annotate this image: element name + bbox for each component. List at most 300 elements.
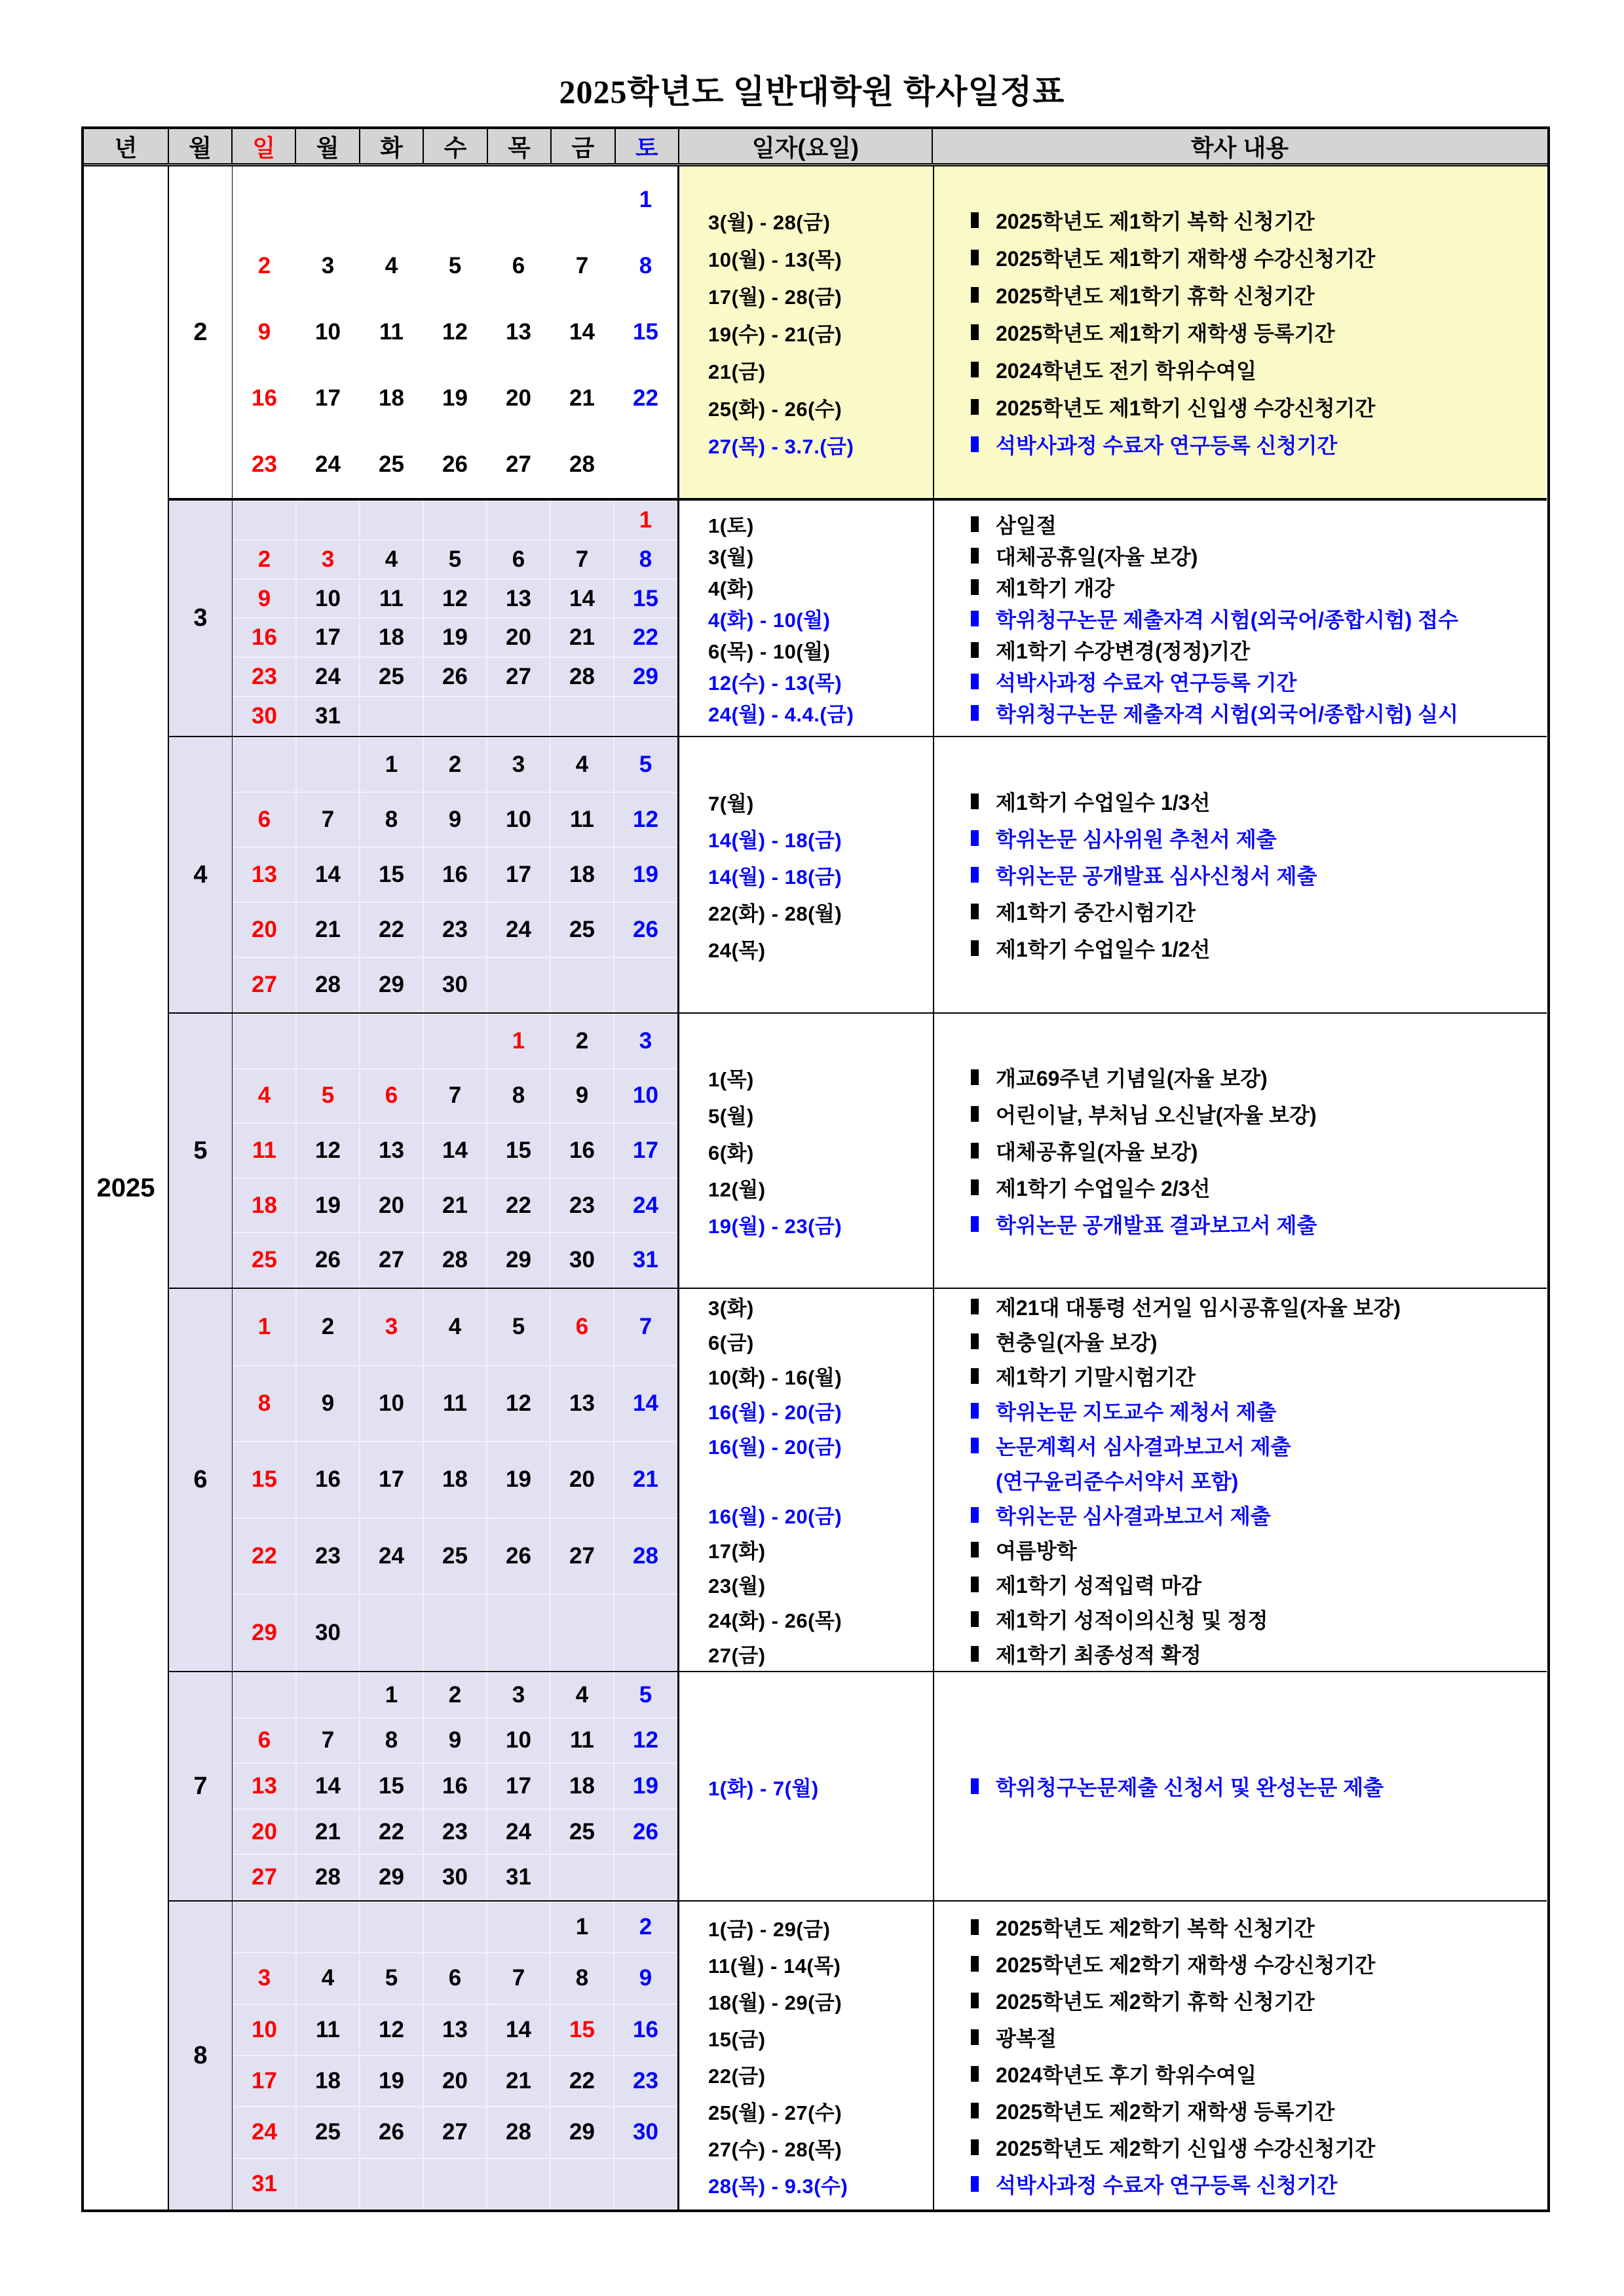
day-6-1: 1: [233, 1289, 296, 1366]
day-5-18: 18: [233, 1178, 296, 1233]
event-text: 석박사과정 수료자 연구등록 신청기간: [996, 2173, 1338, 2197]
event-text: 학위논문 공개발표 심사신청서 제출: [996, 864, 1317, 888]
event-row: [679, 314, 1547, 351]
day-5-6: 6: [360, 1069, 423, 1124]
day-empty: [550, 697, 614, 736]
day-8-24: 24: [233, 2107, 296, 2158]
day-empty: [296, 1672, 360, 1718]
event-date: 17(화): [708, 1540, 766, 1563]
event-content: [933, 666, 1547, 697]
day-empty: [423, 1594, 487, 1671]
day-4-30: 30: [423, 957, 487, 1012]
events-month-5: [679, 1014, 1547, 1289]
day-7-2: 2: [423, 1672, 487, 1718]
day-5-25: 25: [233, 1233, 296, 1288]
day-7-1: 1: [360, 1672, 423, 1718]
bullet-square-icon: [971, 1368, 979, 1384]
day-6-28: 28: [614, 1518, 677, 1595]
day-empty: [550, 957, 614, 1012]
day-4-23: 23: [423, 902, 487, 957]
event-content: [933, 392, 1547, 422]
event-text: 제1학기 기말시험기간: [996, 1365, 1196, 1389]
day-empty: [487, 1902, 550, 1953]
event-content: [933, 1535, 1547, 1565]
day-7-22: 22: [360, 1809, 423, 1855]
day-empty: [360, 166, 423, 233]
event-text: 2024학년도 후기 학위수여일: [996, 2063, 1257, 2087]
day-empty: [550, 2158, 614, 2210]
event-row: [679, 571, 1547, 603]
event-text: 제1학기 수업일수 1/3선: [996, 791, 1211, 814]
day-empty: [614, 432, 677, 498]
day-4-28: 28: [296, 957, 360, 1012]
event-date: 3(화): [708, 1297, 754, 1320]
event-date: 19(수) - 21(금): [708, 322, 842, 346]
day-6-18: 18: [423, 1442, 487, 1518]
day-4-27: 27: [233, 957, 296, 1012]
event-row: [679, 389, 1547, 426]
event-row: [679, 1059, 1547, 1096]
event-row: [679, 351, 1547, 389]
day-8-22: 22: [550, 2056, 614, 2107]
day-8-25: 25: [296, 2107, 360, 2158]
day-6-24: 24: [360, 1518, 423, 1595]
event-row: [679, 634, 1547, 666]
day-5-5: 5: [296, 1069, 360, 1124]
event-content: [933, 1136, 1547, 1166]
event-row: [679, 603, 1547, 634]
events-month-8: [679, 1902, 1547, 2210]
event-content: [933, 823, 1547, 853]
day-empty: [614, 1594, 677, 1671]
day-empty: [614, 1854, 677, 1900]
day-5-8: 8: [487, 1069, 550, 1124]
day-empty: [423, 166, 487, 233]
event-text: 제1학기 수강변경(정정)기간: [996, 639, 1251, 663]
event-text: 대체공휴일(자율 보강): [996, 545, 1198, 569]
bullet-square-icon: [971, 1069, 979, 1085]
event-row: [679, 783, 1547, 820]
day-empty: [614, 957, 677, 1012]
event-text: 2025학년도 제1학기 신입생 수강신청기간: [996, 396, 1376, 420]
bullet-square-icon: [971, 250, 979, 265]
day-empty: [296, 1014, 360, 1069]
day-2-2: 2: [257, 252, 271, 278]
day-8-4: 4: [296, 1953, 360, 2004]
day-3-31: 31: [296, 697, 360, 736]
day-2-20: 20: [506, 385, 531, 411]
day-7-9: 9: [423, 1718, 487, 1764]
day-3-12: 12: [423, 579, 487, 619]
event-content: [933, 603, 1547, 634]
day-6-2: 2: [296, 1289, 360, 1366]
header-cell-sat: 토: [616, 129, 679, 163]
event-date: 22(화) - 28(월): [708, 902, 842, 925]
day-3-30: 30: [233, 697, 296, 736]
events-month-2: [679, 166, 1547, 501]
event-content: [933, 2095, 1547, 2126]
event-row: [679, 1358, 1547, 1393]
month-label-8: 8: [169, 1902, 233, 2210]
day-2-5: 5: [448, 252, 462, 278]
event-text: 2024학년도 전기 학위수여일: [996, 359, 1257, 383]
bullet-square-icon: [971, 674, 979, 689]
bullet-square-icon: [971, 2066, 979, 2082]
day-4-24: 24: [487, 902, 550, 957]
event-content: [933, 1062, 1547, 1092]
header-cell-fri: 금: [552, 129, 615, 163]
event-row: [679, 1909, 1547, 1945]
day-3-23: 23: [233, 657, 296, 697]
event-date: 28(목) - 9.3(수): [708, 2174, 848, 2198]
day-6-30: 30: [296, 1594, 360, 1671]
day-4-11: 11: [550, 792, 614, 847]
bullet-square-icon: [971, 642, 979, 658]
day-empty: [487, 2158, 550, 2210]
day-8-23: 23: [614, 2056, 677, 2107]
events-month-4: [679, 737, 1547, 1014]
day-3-14: 14: [550, 579, 614, 619]
day-7-6: 6: [233, 1718, 296, 1764]
day-8-31: 31: [233, 2158, 296, 2210]
day-4-14: 14: [296, 847, 360, 902]
event-date: 6(금): [708, 1331, 754, 1354]
day-7-21: 21: [296, 1809, 360, 1855]
day-3-24: 24: [296, 657, 360, 697]
table-body: [84, 166, 1547, 2210]
event-content: [933, 354, 1547, 385]
day-5-22: 22: [487, 1178, 550, 1233]
event-row: [679, 1096, 1547, 1132]
event-row: [679, 202, 1547, 239]
event-date: 12(수) - 13(목): [708, 672, 842, 695]
day-4-1: 1: [360, 737, 423, 792]
day-empty: [550, 1594, 614, 1671]
day-3-22: 22: [614, 618, 677, 657]
header-cell-thu: 목: [488, 129, 552, 163]
day-5-4: 4: [233, 1069, 296, 1124]
day-4-7: 7: [296, 792, 360, 847]
day-3-3: 3: [296, 540, 360, 579]
day-5-28: 28: [423, 1233, 487, 1288]
event-text: (연구윤리준수서약서 포함): [996, 1469, 1239, 1493]
event-content: [933, 2059, 1547, 2089]
day-5-30: 30: [550, 1233, 614, 1288]
day-empty: [233, 501, 296, 540]
event-date: 3(월): [708, 546, 754, 569]
day-6-17: 17: [360, 1442, 423, 1518]
bullet-square-icon: [971, 611, 979, 626]
event-date: 14(월) - 18(금): [708, 828, 842, 852]
bullet-square-icon: [971, 2029, 979, 2045]
bullet-square-icon: [971, 2176, 979, 2192]
event-row: [679, 1982, 1547, 2019]
bullet-square-icon: [971, 1919, 979, 1935]
day-empty: [233, 1014, 296, 1069]
event-content: [933, 509, 1547, 539]
bullet-square-icon: [971, 2139, 979, 2155]
day-7-13: 13: [233, 1763, 296, 1809]
event-row: [679, 1428, 1547, 1463]
day-3-2: 2: [233, 540, 296, 579]
event-content: [933, 1771, 1547, 1801]
day-2-14: 14: [569, 318, 595, 345]
day-7-15: 15: [360, 1763, 423, 1809]
event-text: 2025학년도 제2학기 신입생 수강신청기간: [996, 2137, 1376, 2160]
day-8-16: 16: [614, 2004, 677, 2056]
event-text: 2025학년도 제2학기 복학 신청기간: [996, 1917, 1315, 1940]
event-date: 27(목) - 3.7.(금): [708, 434, 854, 458]
day-7-17: 17: [487, 1763, 550, 1809]
day-2-24: 24: [315, 451, 341, 478]
day-8-9: 9: [614, 1953, 677, 2004]
day-4-22: 22: [360, 902, 423, 957]
day-5-2: 2: [550, 1014, 614, 1069]
event-date: 24(월) - 4.4.(금): [708, 703, 854, 726]
bullet-square-icon: [971, 212, 979, 228]
event-date: 12(월): [708, 1177, 766, 1201]
event-text: 학위청구논문 제출자격 시험(외국어/종합시험) 접수: [996, 607, 1459, 632]
day-8-1: 1: [550, 1902, 614, 1953]
day-6-8: 8: [233, 1366, 296, 1442]
event-content: [933, 1209, 1547, 1239]
month-label-4: 4: [169, 737, 233, 1014]
event-date: 22(금): [708, 2064, 766, 2088]
event-text: 제1학기 성적이의신청 및 정정: [996, 1608, 1268, 1632]
bullet-square-icon: [971, 904, 979, 919]
bullet-square-icon: [971, 1993, 979, 2008]
day-7-8: 8: [360, 1718, 423, 1764]
mini-calendar-month-8: [233, 1902, 679, 2210]
event-text: 2025학년도 제1학기 재학생 등록기간: [996, 322, 1335, 345]
day-empty: [550, 166, 614, 233]
event-row: [679, 1393, 1547, 1428]
day-5-31: 31: [614, 1233, 677, 1288]
event-date: 15(금): [708, 2027, 766, 2051]
day-7-19: 19: [614, 1763, 677, 1809]
event-content: [933, 1326, 1547, 1356]
event-row: [679, 277, 1547, 314]
day-7-20: 20: [233, 1809, 296, 1855]
day-3-5: 5: [423, 540, 487, 579]
day-2-3: 3: [321, 252, 335, 278]
event-date: 4(화) - 10(월): [708, 609, 831, 632]
bullet-square-icon: [971, 1507, 979, 1523]
event-row: [679, 2129, 1547, 2166]
event-date: 5(월): [708, 1104, 754, 1128]
day-7-12: 12: [614, 1718, 677, 1764]
event-row: [679, 1532, 1547, 1567]
event-text: 제1학기 개강: [996, 576, 1115, 600]
bullet-square-icon: [971, 324, 979, 340]
event-date: 18(월) - 29(금): [708, 1991, 842, 2014]
day-4-3: 3: [487, 737, 550, 792]
day-empty: [487, 501, 550, 540]
day-7-11: 11: [550, 1718, 614, 1764]
bullet-square-icon: [971, 1143, 979, 1158]
bullet-square-icon: [971, 940, 979, 956]
day-2-21: 21: [569, 385, 595, 411]
day-empty: [423, 2158, 487, 2210]
event-row: [679, 1768, 1547, 1805]
day-7-28: 28: [296, 1854, 360, 1900]
event-date: 16(월) - 20(금): [708, 1436, 842, 1459]
day-7-25: 25: [550, 1809, 614, 1855]
day-8-20: 20: [423, 2056, 487, 2107]
event-date: 16(월) - 20(금): [708, 1401, 842, 1424]
day-2-15: 15: [633, 318, 658, 345]
event-content: [933, 2132, 1547, 2162]
event-date: 19(월) - 23(금): [708, 1214, 842, 1238]
month-label-3: 3: [169, 501, 233, 737]
day-8-5: 5: [360, 1953, 423, 2004]
event-text: 학위논문 공개발표 결과보고서 제출: [996, 1214, 1317, 1237]
day-4-8: 8: [360, 792, 423, 847]
event-content: [933, 541, 1547, 571]
day-7-24: 24: [487, 1809, 550, 1855]
day-2-9: 9: [257, 318, 271, 345]
event-date: 1(화) - 7(월): [708, 1776, 819, 1800]
day-8-28: 28: [487, 2107, 550, 2158]
day-8-3: 3: [233, 1953, 296, 2004]
day-empty: [360, 1902, 423, 1953]
day-2-8: 8: [639, 252, 652, 278]
event-text: 삼일절: [996, 513, 1057, 537]
event-row: [679, 426, 1547, 463]
day-empty: [360, 501, 423, 540]
event-content: [933, 1099, 1547, 1129]
day-3-18: 18: [360, 618, 423, 657]
event-date: 16(월) - 20(금): [708, 1505, 842, 1528]
event-date: 25(화) - 26(수): [708, 397, 842, 421]
day-empty: [233, 166, 296, 233]
bullet-square-icon: [971, 1106, 979, 1122]
day-5-11: 11: [233, 1123, 296, 1178]
day-5-10: 10: [614, 1069, 677, 1124]
day-5-3: 3: [614, 1014, 677, 1069]
day-5-27: 27: [360, 1233, 423, 1288]
event-date: 21(금): [708, 360, 766, 383]
page-title: 2025학년도 일반대학원 학사일정표: [559, 73, 1065, 110]
schedule-table: [81, 126, 1550, 2212]
event-text: 개교69주년 기념일(자율 보강): [996, 1067, 1268, 1090]
event-content: [933, 860, 1547, 890]
day-8-14: 14: [487, 2004, 550, 2056]
day-8-17: 17: [233, 2056, 296, 2107]
event-content: [933, 1292, 1547, 1322]
day-3-21: 21: [550, 618, 614, 657]
event-row: [679, 1289, 1547, 1324]
month-label-5: 5: [169, 1014, 233, 1289]
day-2-23: 23: [252, 451, 277, 478]
event-content: [933, 2022, 1547, 2052]
day-6-11: 11: [423, 1366, 487, 1442]
event-text: 2025학년도 제1학기 복학 신청기간: [996, 210, 1315, 233]
day-8-12: 12: [360, 2004, 423, 2056]
event-date: 1(토): [708, 514, 754, 537]
day-5-21: 21: [423, 1178, 487, 1233]
bullet-square-icon: [971, 1611, 979, 1627]
bullet-square-icon: [971, 399, 979, 415]
day-2-16: 16: [252, 385, 277, 411]
day-6-27: 27: [550, 1518, 614, 1595]
day-4-9: 9: [423, 792, 487, 847]
day-8-10: 10: [233, 2004, 296, 2056]
day-4-29: 29: [360, 957, 423, 1012]
day-5-19: 19: [296, 1178, 360, 1233]
day-8-29: 29: [550, 2107, 614, 2158]
event-content: [933, 1985, 1547, 2016]
event-row: [679, 1206, 1547, 1242]
day-empty: [233, 737, 296, 792]
event-text: 제1학기 수업일수 2/3선: [996, 1177, 1211, 1200]
event-content: [933, 1465, 1547, 1495]
event-content: [933, 317, 1547, 347]
day-6-22: 22: [233, 1518, 296, 1595]
day-7-30: 30: [423, 1854, 487, 1900]
event-date: 6(목) - 10(월): [708, 640, 831, 663]
events-month-6: [679, 1289, 1547, 1672]
header-cell-year: 년: [84, 129, 169, 163]
event-date: 1(금) - 29(금): [708, 1917, 831, 1941]
bullet-square-icon: [971, 1438, 979, 1453]
bullet-square-icon: [971, 867, 979, 883]
event-text: 제1학기 수업일수 1/2선: [996, 938, 1211, 961]
day-7-27: 27: [233, 1854, 296, 1900]
event-text: 석박사과정 수료자 연구등록 기간: [996, 670, 1297, 695]
day-6-20: 20: [550, 1442, 614, 1518]
day-2-17: 17: [315, 385, 341, 411]
events-month-3: [679, 501, 1547, 737]
event-content: [933, 429, 1547, 459]
day-empty: [360, 1014, 423, 1069]
header-cell-sun: 일: [233, 129, 296, 163]
event-row: [679, 930, 1547, 966]
event-text: 논문계획서 심사결과보고서 제출: [996, 1434, 1291, 1459]
day-7-16: 16: [423, 1763, 487, 1809]
day-4-19: 19: [614, 847, 677, 902]
event-date: 10(월) - 13(목): [708, 248, 842, 271]
event-content: [933, 635, 1547, 665]
day-3-13: 13: [487, 579, 550, 619]
day-empty: [487, 1594, 550, 1671]
day-3-10: 10: [296, 579, 360, 619]
mini-calendar-month-5: [233, 1014, 679, 1289]
day-8-30: 30: [614, 2107, 677, 2158]
day-empty: [550, 1854, 614, 1900]
day-empty: [296, 166, 360, 233]
day-8-2: 2: [614, 1902, 677, 1953]
day-6-6: 6: [550, 1289, 614, 1366]
header-cell-wed: 수: [424, 129, 487, 163]
day-7-10: 10: [487, 1718, 550, 1764]
day-3-1: 1: [614, 501, 677, 540]
bullet-square-icon: [971, 548, 979, 564]
event-date: 27(금): [708, 1644, 766, 1667]
day-6-16: 16: [296, 1442, 360, 1518]
bullet-square-icon: [971, 579, 979, 595]
event-date: 27(수) - 28(목): [708, 2137, 842, 2161]
day-6-25: 25: [423, 1518, 487, 1595]
day-empty: [423, 501, 487, 540]
day-5-23: 23: [550, 1178, 614, 1233]
day-3-9: 9: [233, 579, 296, 619]
event-text: 학위청구논문 제출자격 시험(외국어/종합시험) 실시: [996, 702, 1459, 726]
event-row: [679, 1497, 1547, 1532]
day-5-13: 13: [360, 1123, 423, 1178]
day-3-16: 16: [233, 618, 296, 657]
day-8-11: 11: [296, 2004, 360, 2056]
